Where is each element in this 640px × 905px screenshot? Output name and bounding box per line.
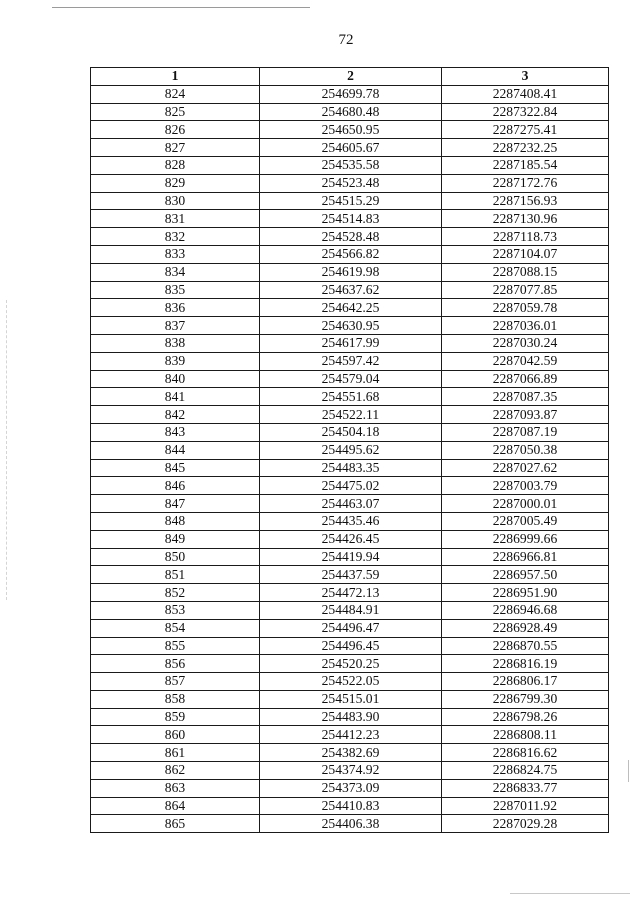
- x-coordinate-cell: 254650.95: [260, 121, 442, 139]
- x-coordinate-cell: 254520.25: [260, 655, 442, 673]
- x-coordinate-cell: 254617.99: [260, 334, 442, 352]
- point-number-cell: 860: [91, 726, 260, 744]
- point-number-cell: 834: [91, 263, 260, 281]
- table-row: [91, 779, 609, 797]
- table-row: [91, 690, 609, 708]
- point-number-cell: 851: [91, 566, 260, 584]
- table-row: [91, 210, 609, 228]
- table-row: [91, 815, 609, 833]
- point-number-cell: 865: [91, 815, 260, 833]
- table-row: [91, 281, 609, 299]
- y-coordinate-cell: 2286951.90: [442, 584, 609, 602]
- point-number-cell: 856: [91, 655, 260, 673]
- point-number-cell: 857: [91, 673, 260, 691]
- table-row: [91, 797, 609, 815]
- y-coordinate-cell: 2286799.30: [442, 690, 609, 708]
- y-coordinate-cell: 2286966.81: [442, 548, 609, 566]
- x-coordinate-cell: 254373.09: [260, 779, 442, 797]
- y-coordinate-cell: 2287030.24: [442, 334, 609, 352]
- x-coordinate-cell: 254475.02: [260, 477, 442, 495]
- table-row: [91, 139, 609, 157]
- x-coordinate-cell: 254579.04: [260, 370, 442, 388]
- x-coordinate-cell: 254463.07: [260, 495, 442, 513]
- y-coordinate-cell: 2287172.76: [442, 174, 609, 192]
- table-row: [91, 512, 609, 530]
- y-coordinate-cell: 2287093.87: [442, 406, 609, 424]
- y-coordinate-cell: 2286946.68: [442, 601, 609, 619]
- table-row: [91, 530, 609, 548]
- point-number-cell: 824: [91, 85, 260, 103]
- table-row: [91, 441, 609, 459]
- table-row: [91, 85, 609, 103]
- point-number-cell: 843: [91, 423, 260, 441]
- point-number-cell: 853: [91, 601, 260, 619]
- x-coordinate-cell: 254406.38: [260, 815, 442, 833]
- y-coordinate-cell: 2286833.77: [442, 779, 609, 797]
- y-coordinate-cell: 2287156.93: [442, 192, 609, 210]
- point-number-cell: 829: [91, 174, 260, 192]
- table-row: [91, 655, 609, 673]
- point-number-cell: 831: [91, 210, 260, 228]
- y-coordinate-cell: 2287087.35: [442, 388, 609, 406]
- table-row: [91, 156, 609, 174]
- x-coordinate-cell: 254410.83: [260, 797, 442, 815]
- point-number-cell: 846: [91, 477, 260, 495]
- table-row: [91, 584, 609, 602]
- x-coordinate-cell: 254495.62: [260, 441, 442, 459]
- table-row: [91, 495, 609, 513]
- x-coordinate-cell: 254515.01: [260, 690, 442, 708]
- x-coordinate-cell: 254515.29: [260, 192, 442, 210]
- y-coordinate-cell: 2287066.89: [442, 370, 609, 388]
- x-coordinate-cell: 254642.25: [260, 299, 442, 317]
- x-coordinate-cell: 254699.78: [260, 85, 442, 103]
- table-row: [91, 299, 609, 317]
- header-col-1: 1: [91, 68, 260, 86]
- x-coordinate-cell: 254412.23: [260, 726, 442, 744]
- point-number-cell: 825: [91, 103, 260, 121]
- y-coordinate-cell: 2287104.07: [442, 245, 609, 263]
- y-coordinate-cell: 2286928.49: [442, 619, 609, 637]
- y-coordinate-cell: 2287322.84: [442, 103, 609, 121]
- bottom-scan-line: [510, 893, 630, 894]
- x-coordinate-cell: 254426.45: [260, 530, 442, 548]
- table-row: [91, 174, 609, 192]
- y-coordinate-cell: 2287087.19: [442, 423, 609, 441]
- header-col-2: 2: [260, 68, 442, 86]
- point-number-cell: 847: [91, 495, 260, 513]
- table-row: [91, 406, 609, 424]
- x-coordinate-cell: 254535.58: [260, 156, 442, 174]
- point-number-cell: 836: [91, 299, 260, 317]
- table-row: [91, 744, 609, 762]
- point-number-cell: 835: [91, 281, 260, 299]
- y-coordinate-cell: 2287077.85: [442, 281, 609, 299]
- point-number-cell: 852: [91, 584, 260, 602]
- point-number-cell: 840: [91, 370, 260, 388]
- point-number-cell: 859: [91, 708, 260, 726]
- x-coordinate-cell: 254484.91: [260, 601, 442, 619]
- table-row: [91, 619, 609, 637]
- y-coordinate-cell: 2287408.41: [442, 85, 609, 103]
- table-row: [91, 548, 609, 566]
- table-row: [91, 317, 609, 335]
- y-coordinate-cell: 2287050.38: [442, 441, 609, 459]
- y-coordinate-cell: 2287275.41: [442, 121, 609, 139]
- point-number-cell: 841: [91, 388, 260, 406]
- table-row: [91, 762, 609, 780]
- table-row: [91, 423, 609, 441]
- x-coordinate-cell: 254472.13: [260, 584, 442, 602]
- y-coordinate-cell: 2287130.96: [442, 210, 609, 228]
- y-coordinate-cell: 2287232.25: [442, 139, 609, 157]
- x-coordinate-cell: 254514.83: [260, 210, 442, 228]
- x-coordinate-cell: 254437.59: [260, 566, 442, 584]
- point-number-cell: 837: [91, 317, 260, 335]
- left-margin-scan-marks: [6, 300, 8, 600]
- table-row: [91, 477, 609, 495]
- x-coordinate-cell: 254597.42: [260, 352, 442, 370]
- x-coordinate-cell: 254522.11: [260, 406, 442, 424]
- point-number-cell: 832: [91, 228, 260, 246]
- y-coordinate-cell: 2286816.62: [442, 744, 609, 762]
- y-coordinate-cell: 2287029.28: [442, 815, 609, 833]
- x-coordinate-cell: 254374.92: [260, 762, 442, 780]
- x-coordinate-cell: 254630.95: [260, 317, 442, 335]
- coordinates-table: [90, 67, 609, 833]
- point-number-cell: 826: [91, 121, 260, 139]
- x-coordinate-cell: 254619.98: [260, 263, 442, 281]
- table-row: [91, 726, 609, 744]
- y-coordinate-cell: 2286999.66: [442, 530, 609, 548]
- y-coordinate-cell: 2286798.26: [442, 708, 609, 726]
- x-coordinate-cell: 254419.94: [260, 548, 442, 566]
- y-coordinate-cell: 2287011.92: [442, 797, 609, 815]
- table-row: [91, 245, 609, 263]
- point-number-cell: 850: [91, 548, 260, 566]
- x-coordinate-cell: 254637.62: [260, 281, 442, 299]
- table-row: [91, 637, 609, 655]
- x-coordinate-cell: 254522.05: [260, 673, 442, 691]
- point-number-cell: 845: [91, 459, 260, 477]
- y-coordinate-cell: 2286816.19: [442, 655, 609, 673]
- y-coordinate-cell: 2286824.75: [442, 762, 609, 780]
- point-number-cell: 855: [91, 637, 260, 655]
- point-number-cell: 864: [91, 797, 260, 815]
- point-number-cell: 862: [91, 762, 260, 780]
- y-coordinate-cell: 2286806.17: [442, 673, 609, 691]
- top-scan-line: [52, 7, 310, 8]
- right-margin-scan-mark: [628, 760, 629, 782]
- y-coordinate-cell: 2287118.73: [442, 228, 609, 246]
- y-coordinate-cell: 2287003.79: [442, 477, 609, 495]
- point-number-cell: 863: [91, 779, 260, 797]
- x-coordinate-cell: 254496.47: [260, 619, 442, 637]
- point-number-cell: 849: [91, 530, 260, 548]
- y-coordinate-cell: 2287042.59: [442, 352, 609, 370]
- point-number-cell: 844: [91, 441, 260, 459]
- point-number-cell: 848: [91, 512, 260, 530]
- table-row: [91, 334, 609, 352]
- table-row: [91, 388, 609, 406]
- table-row: [91, 673, 609, 691]
- x-coordinate-cell: 254483.90: [260, 708, 442, 726]
- table-row: [91, 352, 609, 370]
- y-coordinate-cell: 2287000.01: [442, 495, 609, 513]
- x-coordinate-cell: 254435.46: [260, 512, 442, 530]
- table-row: [91, 601, 609, 619]
- table-row: [91, 566, 609, 584]
- x-coordinate-cell: 254605.67: [260, 139, 442, 157]
- x-coordinate-cell: 254680.48: [260, 103, 442, 121]
- point-number-cell: 854: [91, 619, 260, 637]
- x-coordinate-cell: 254483.35: [260, 459, 442, 477]
- table-row: [91, 192, 609, 210]
- page-number: 72: [338, 32, 354, 48]
- x-coordinate-cell: 254528.48: [260, 228, 442, 246]
- table-header-row: [91, 68, 609, 86]
- x-coordinate-cell: 254504.18: [260, 423, 442, 441]
- table-row: [91, 103, 609, 121]
- y-coordinate-cell: 2287059.78: [442, 299, 609, 317]
- y-coordinate-cell: 2286957.50: [442, 566, 609, 584]
- point-number-cell: 830: [91, 192, 260, 210]
- x-coordinate-cell: 254382.69: [260, 744, 442, 762]
- x-coordinate-cell: 254551.68: [260, 388, 442, 406]
- header-col-3: 3: [442, 68, 609, 86]
- y-coordinate-cell: 2286870.55: [442, 637, 609, 655]
- y-coordinate-cell: 2287027.62: [442, 459, 609, 477]
- table-row: [91, 263, 609, 281]
- point-number-cell: 858: [91, 690, 260, 708]
- x-coordinate-cell: 254566.82: [260, 245, 442, 263]
- table-row: [91, 370, 609, 388]
- point-number-cell: 842: [91, 406, 260, 424]
- y-coordinate-cell: 2286808.11: [442, 726, 609, 744]
- point-number-cell: 839: [91, 352, 260, 370]
- y-coordinate-cell: 2287005.49: [442, 512, 609, 530]
- table-body: [91, 85, 609, 832]
- point-number-cell: 838: [91, 334, 260, 352]
- y-coordinate-cell: 2287185.54: [442, 156, 609, 174]
- point-number-cell: 833: [91, 245, 260, 263]
- table-row: [91, 708, 609, 726]
- y-coordinate-cell: 2287036.01: [442, 317, 609, 335]
- table-row: [91, 121, 609, 139]
- point-number-cell: 861: [91, 744, 260, 762]
- point-number-cell: 828: [91, 156, 260, 174]
- table-row: [91, 459, 609, 477]
- point-number-cell: 827: [91, 139, 260, 157]
- x-coordinate-cell: 254496.45: [260, 637, 442, 655]
- x-coordinate-cell: 254523.48: [260, 174, 442, 192]
- y-coordinate-cell: 2287088.15: [442, 263, 609, 281]
- table-row: [91, 228, 609, 246]
